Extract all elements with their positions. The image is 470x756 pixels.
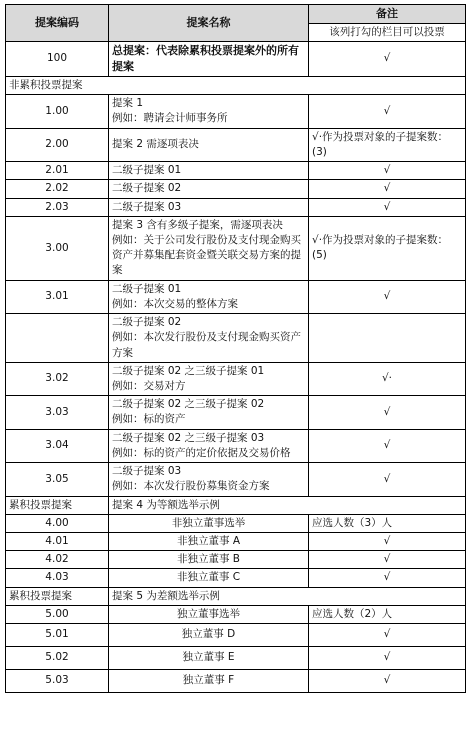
- table-row: [6, 624, 466, 647]
- proposal-title: 二级子提案 03: [112, 200, 182, 213]
- table-row: [6, 42, 466, 77]
- table-row: [6, 532, 466, 550]
- proposal-example: 例如：标的资产: [112, 413, 186, 426]
- proposal-note: [309, 314, 466, 363]
- proposal-example: 例如：本次交易的整体方案: [112, 297, 238, 310]
- proposal-example: 例如：本次发行股份募集资金方案: [112, 480, 270, 493]
- table-row: [6, 569, 466, 587]
- proposal-name: [109, 180, 309, 198]
- section-row: [6, 496, 466, 514]
- proposal-name: [109, 647, 309, 670]
- table-row: [6, 670, 466, 693]
- vote-checkmark: √: [309, 396, 466, 429]
- vote-checkmark: √: [309, 569, 466, 587]
- proposal-title: 二级子提案 02 之三级子提案 02: [112, 398, 265, 411]
- proposal-title: 非独立董事 B: [176, 553, 241, 566]
- proposal-code: 5.00: [6, 605, 109, 623]
- section-row: [6, 77, 466, 95]
- vote-checkmark: √: [309, 532, 466, 550]
- proposal-title: 二级子提案 01: [112, 282, 182, 295]
- proposal-note: √·作为投票对象的子提案数：(5): [309, 216, 466, 280]
- proposal-name: [109, 551, 309, 569]
- proposal-title: 二级子提案 02: [112, 316, 182, 329]
- vote-checkmark: √: [309, 280, 466, 313]
- proposal-title: 总提案：代表除累积投票提案外的所有提案: [112, 44, 299, 74]
- proposal-code: 5.02: [6, 647, 109, 670]
- proposal-code: 3.04: [6, 429, 109, 462]
- proposal-code: 1.00: [6, 95, 109, 128]
- proposal-name: [109, 569, 309, 587]
- proposal-title: 独立董事 F: [182, 674, 235, 687]
- proposal-name: [109, 42, 309, 77]
- proposal-name: [109, 198, 309, 216]
- header-note-sub: 该列打勾的栏目可以投票: [309, 23, 466, 41]
- proposal-title: 提案 3 含有多级子提案，需逐项表决: [112, 218, 283, 231]
- vote-checkmark: √: [309, 429, 466, 462]
- proposal-title: 独立董事 D: [181, 628, 236, 641]
- proposal-code: 3.03: [6, 396, 109, 429]
- table-row: [6, 362, 466, 395]
- proposal-title: 二级子提案 02 之三级子提案 03: [112, 431, 265, 444]
- proposal-table: [5, 4, 466, 693]
- proposal-code: [6, 314, 109, 363]
- proposal-title: 提案 1: [112, 97, 144, 110]
- table-row: [6, 180, 466, 198]
- proposal-title: 二级子提案 02: [112, 182, 182, 195]
- vote-checkmark: √: [309, 42, 466, 77]
- proposal-code: 4.02: [6, 551, 109, 569]
- proposal-name: [109, 624, 309, 647]
- proposal-title: 提案 2 需逐项表决: [112, 138, 199, 151]
- proposal-note: 应选人数（3）人: [309, 514, 466, 532]
- proposal-example: 例如：关于公司发行股份及支付现金购买资产并募集配套资金暨关联交易方案的提案: [112, 234, 301, 277]
- proposal-name: [109, 429, 309, 462]
- proposal-note: 应选人数（2）人: [309, 605, 466, 623]
- proposal-name: [109, 532, 309, 550]
- proposal-title: 二级子提案 03: [112, 465, 182, 478]
- table-row: [6, 95, 466, 128]
- proposal-title: 二级子提案 01: [112, 164, 182, 177]
- vote-checkmark: √: [309, 180, 466, 198]
- header-name: 提案名称: [109, 5, 309, 42]
- proposal-example: 例如：标的资产的定价依据及交易价格: [112, 446, 291, 459]
- table-row: [6, 128, 466, 161]
- proposal-name: [109, 463, 309, 496]
- proposal-code: 3.02: [6, 362, 109, 395]
- table-row: [6, 396, 466, 429]
- proposal-example: 例如：交易对方: [112, 379, 186, 392]
- proposal-title: 非独立董事 C: [176, 571, 241, 584]
- proposal-name: [109, 605, 309, 623]
- proposal-name: [109, 162, 309, 180]
- proposal-code: 2.01: [6, 162, 109, 180]
- vote-checkmark: √: [309, 95, 466, 128]
- header-code: 提案编码: [6, 5, 109, 42]
- proposal-note: √·作为投票对象的子提案数：(3): [309, 128, 466, 161]
- proposal-example: 例如：本次发行股份及支付现金购买资产方案: [112, 331, 301, 359]
- proposal-table-body: [6, 5, 466, 693]
- proposal-code: 4.00: [6, 514, 109, 532]
- proposal-name: [109, 362, 309, 395]
- vote-checkmark: √·: [309, 362, 466, 395]
- proposal-code: 2.00: [6, 128, 109, 161]
- proposal-code: 3.01: [6, 280, 109, 313]
- proposal-title: 独立董事 E: [182, 651, 235, 664]
- table-row: [6, 314, 466, 363]
- vote-checkmark: √: [309, 624, 466, 647]
- proposal-name: [109, 128, 309, 161]
- table-row: [6, 280, 466, 313]
- header-note: 备注: [309, 5, 466, 24]
- proposal-name: [109, 396, 309, 429]
- proposal-title: 独立董事选举: [177, 607, 240, 620]
- proposal-code: 5.01: [6, 624, 109, 647]
- proposal-name: [109, 95, 309, 128]
- table-row: [6, 162, 466, 180]
- vote-checkmark: √: [309, 162, 466, 180]
- section-label: 累积投票提案: [6, 587, 109, 605]
- vote-checkmark: √: [309, 551, 466, 569]
- proposal-code: 2.03: [6, 198, 109, 216]
- proposal-title: 二级子提案 02 之三级子提案 01: [112, 364, 265, 377]
- proposal-code: 5.03: [6, 670, 109, 693]
- proposal-code: 4.01: [6, 532, 109, 550]
- proposal-title: 非独立董事 A: [176, 534, 241, 547]
- proposal-name: [109, 514, 309, 532]
- table-row: [6, 605, 466, 623]
- vote-checkmark: √: [309, 198, 466, 216]
- section-title: 提案 5 为差额选举示例: [109, 587, 466, 605]
- section-title: 提案 4 为等额选举示例: [109, 496, 466, 514]
- table-row: [6, 647, 466, 670]
- proposal-name: [109, 670, 309, 693]
- table-row: [6, 463, 466, 496]
- proposal-code: 4.03: [6, 569, 109, 587]
- proposal-code: 3.05: [6, 463, 109, 496]
- table-row: [6, 216, 466, 280]
- header-row: [6, 5, 466, 24]
- proposal-name: [109, 280, 309, 313]
- proposal-code: 100: [6, 42, 109, 77]
- section-row: [6, 587, 466, 605]
- table-row: [6, 198, 466, 216]
- proposal-name: [109, 216, 309, 280]
- table-row: [6, 514, 466, 532]
- section-label: 非累积投票提案: [6, 77, 466, 95]
- vote-checkmark: √: [309, 647, 466, 670]
- vote-checkmark: √: [309, 463, 466, 496]
- vote-checkmark: √: [309, 670, 466, 693]
- proposal-code: 2.02: [6, 180, 109, 198]
- proposal-code: 3.00: [6, 216, 109, 280]
- table-row: [6, 551, 466, 569]
- proposal-title: 非独立董事选举: [171, 516, 246, 529]
- proposal-name: [109, 314, 309, 363]
- table-row: [6, 429, 466, 462]
- section-label: 累积投票提案: [6, 496, 109, 514]
- proposal-example: 例如：聘请会计师事务所: [112, 112, 228, 125]
